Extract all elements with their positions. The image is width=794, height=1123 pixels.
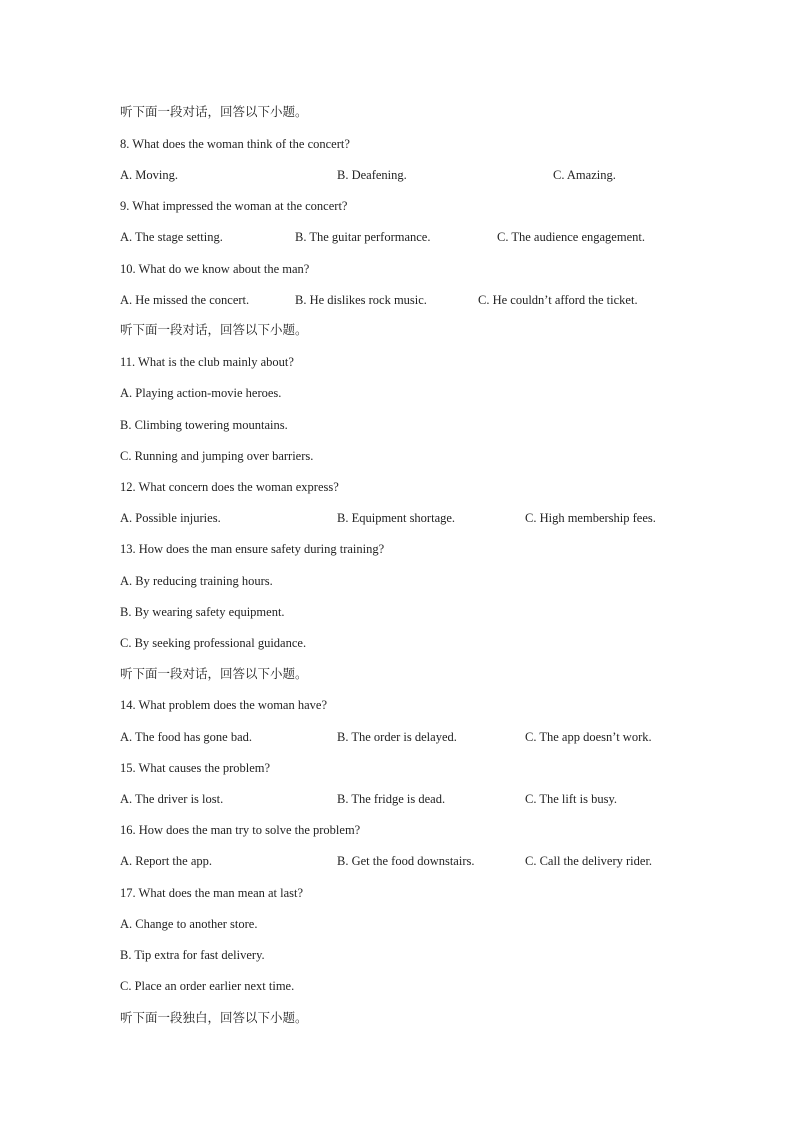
option-16c: C. Call the delivery rider. (525, 854, 653, 868)
question-15: 15. What causes the problem? (120, 761, 271, 775)
option-9a: A. The stage setting. (120, 230, 223, 244)
question-8: 8. What does the woman think of the concert? (120, 137, 350, 151)
option-17b: B. Tip extra for fast delivery. (120, 948, 265, 962)
option-14c: C. The app doesn’t work. (525, 730, 652, 744)
option-9b: B. The guitar performance. (295, 230, 431, 244)
option-8b: B. Deafening. (337, 168, 407, 182)
option-15b: B. The fridge is dead. (337, 792, 446, 806)
option-11c: C. Running and jumping over barriers. (120, 449, 314, 463)
option-8c: C. Amazing. (553, 168, 616, 182)
option-17c: C. Place an order earlier next time. (120, 979, 295, 993)
section-heading: 听下面一段对话，回答以下小题。 (120, 322, 308, 337)
section-heading: 听下面一段对话，回答以下小题。 (120, 666, 308, 681)
question-10: 10. What do we know about the man? (120, 262, 310, 276)
option-12b: B. Equipment shortage. (337, 511, 456, 525)
question-14: 14. What problem does the woman have? (120, 698, 328, 712)
option-16b: B. Get the food downstairs. (337, 854, 475, 868)
option-11a: A. Playing action-movie heroes. (120, 386, 282, 400)
section-heading: 听下面一段独白，回答以下小题。 (120, 1010, 308, 1025)
option-14b: B. The order is delayed. (337, 730, 457, 744)
question-17: 17. What does the man mean at last? (120, 886, 304, 900)
option-10c: C. He couldn’t afford the ticket. (478, 293, 638, 307)
option-9c: C. The audience engagement. (497, 230, 645, 244)
option-8a: A. Moving. (120, 168, 178, 182)
option-16a: A. Report the app. (120, 854, 212, 868)
question-12: 12. What concern does the woman express? (120, 480, 339, 494)
option-10a: A. He missed the concert. (120, 293, 250, 307)
option-14a: A. The food has gone bad. (120, 730, 253, 744)
option-12c: C. High membership fees. (525, 511, 656, 525)
option-15a: A. The driver is lost. (120, 792, 224, 806)
option-12a: A. Possible injuries. (120, 511, 221, 525)
option-15c: C. The lift is busy. (525, 792, 618, 806)
question-16: 16. How does the man try to solve the problem? (120, 823, 361, 837)
option-11b: B. Climbing towering mountains. (120, 418, 288, 432)
option-13a: A. By reducing training hours. (120, 574, 273, 588)
question-13: 13. How does the man ensure safety during training? (120, 542, 385, 556)
question-11: 11. What is the club mainly about? (120, 355, 294, 369)
option-17a: A. Change to another store. (120, 917, 258, 931)
question-9: 9. What impressed the woman at the concert? (120, 199, 348, 213)
option-13b: B. By wearing safety equipment. (120, 605, 285, 619)
section-heading: 听下面一段对话，回答以下小题。 (120, 104, 308, 119)
option-13c: C. By seeking professional guidance. (120, 636, 307, 650)
option-10b: B. He dislikes rock music. (295, 293, 427, 307)
